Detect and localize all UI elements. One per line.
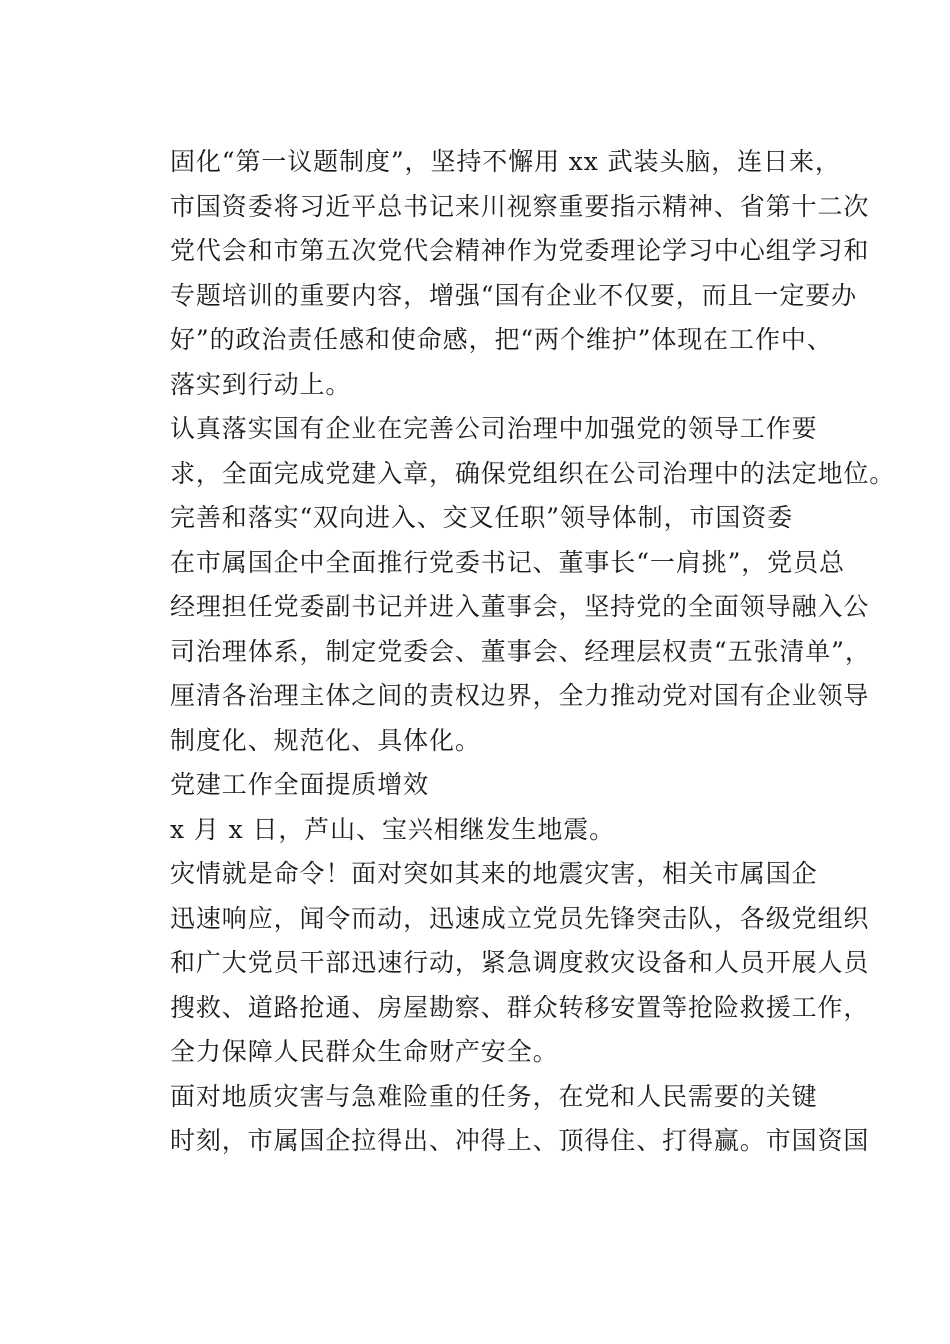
text-line: 面对地质灾害与急难险重的任务，在党和人民需要的关键	[170, 1081, 818, 1111]
text-line: 和广大党员干部迅速行动，紧急调度救灾设备和人员开展人员	[170, 948, 870, 977]
paragraph-disaster-response	[118, 852, 870, 1075]
text-line: 司治理体系，制定党委会、董事会、经理层权责“五张清单”，	[170, 636, 871, 666]
paragraph-earthquake-date	[118, 808, 832, 853]
text-line: 厘清各治理主体之间的责权边界，全力推动党对国有企业领导	[170, 681, 870, 710]
text-line: 制度化、规范化、具体化。	[170, 725, 481, 755]
text-line: 完善和落实“双向进入、交叉任职”领导体制，市国资委	[170, 503, 794, 532]
text-line: 好”的政治责任感和使命感，把“两个维护”体现在工作中、	[170, 325, 833, 354]
paragraph-key-moments	[118, 1075, 870, 1164]
text-line: 专题培训的重要内容，增强“国有企业不仅要，而且一定要办	[170, 280, 858, 310]
text-line: 灾情就是命令！面对突如其来的地震灾害，相关市属国企	[170, 859, 818, 888]
text-line: 市国资委将习近平总书记来川视察重要指示精神、省第十二次	[170, 191, 870, 221]
paragraph-leadership-system	[118, 496, 871, 763]
paragraph-corporate-governance	[118, 407, 896, 496]
heading-line: 党建工作全面提质增效	[170, 770, 430, 799]
document-body	[118, 140, 896, 1164]
paragraph-first-agenda	[118, 140, 870, 407]
text-line: 搜救、道路抢通、房屋勘察、群众转移安置等抢险救援工作，	[170, 992, 870, 1022]
text-line: 经理担任党委副书记并进入董事会，坚持党的全面领导融入公	[170, 592, 870, 621]
text-line: 落实到行动上。	[170, 369, 352, 399]
section-heading	[118, 763, 832, 808]
text-line: 固化“第一议题制度”，坚持不懈用 xx 武装头脑，连日来，	[170, 147, 841, 176]
text-line: x 月 x 日，芦山、宝兴相继发生地震。	[170, 814, 616, 844]
text-line: 求，全面完成党建入章，确保党组织在公司治理中的法定地位。	[170, 458, 896, 488]
text-line: 在市属国企中全面推行党委书记、董事长“一肩挑”，党员总	[170, 547, 845, 577]
text-line: 时刻，市属国企拉得出、冲得上、顶得住、打得赢。市国资国	[170, 1126, 870, 1155]
text-line: 迅速响应，闻令而动，迅速成立党员先锋突击队，各级党组织	[170, 903, 870, 933]
text-line: 认真落实国有企业在完善公司治理中加强党的领导工作要	[170, 414, 818, 443]
text-line: 全力保障人民群众生命财产安全。	[170, 1037, 559, 1066]
text-line: 党代会和市第五次党代会精神作为党委理论学习中心组学习和	[170, 236, 870, 265]
